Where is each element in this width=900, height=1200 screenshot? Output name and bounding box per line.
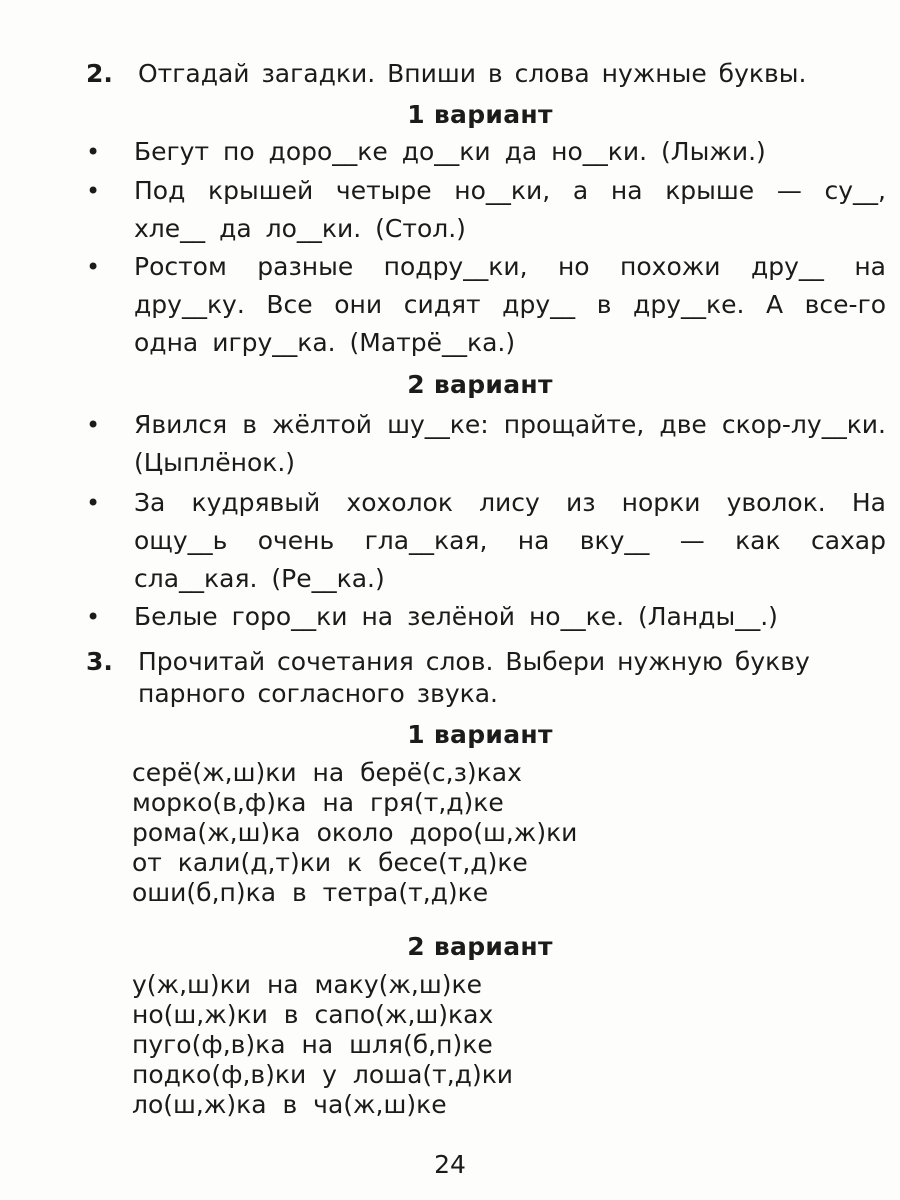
task-2-number: 2. — [86, 59, 113, 88]
bullet-icon: • — [86, 138, 101, 166]
bullet-icon: • — [86, 411, 101, 439]
word-combination: морко(в,ф)ка на гря(т,д)ке — [132, 788, 504, 817]
riddle-6 — [86, 598, 886, 636]
riddle-text: За кудрявый хохолок лису из норки уволок. На ощу__ь очень гла__кая, на вку__ — как сахар сла__кая. (Ре__ка.) — [134, 488, 886, 593]
word-combination: пуго(ф,в)ка на шля(б,п)ке — [132, 1030, 493, 1059]
bullet-icon: • — [86, 177, 101, 205]
word-combination: у(ж,ш)ки на маку(ж,ш)ке — [132, 970, 482, 999]
word-combination: подко(ф,в)ки у лоша(т,д)ки — [132, 1060, 514, 1089]
riddle-text: Белые горо__ки на зелёной но__ке. (Ланды__.) — [134, 602, 778, 631]
task-3-variant-2-list — [132, 970, 732, 1120]
word-combination: серё(ж,ш)ки на берё(с,з)ках — [132, 758, 522, 787]
word-combination: ло(ш,ж)ка в ча(ж,ш)ке — [132, 1090, 447, 1119]
page-number: 24 — [434, 1150, 466, 1179]
riddle-text: Бегут по доро__ке до__ки да но__ки. (Лыжи.) — [134, 137, 766, 166]
task-3-variant-2-title: 2 вариант — [407, 932, 553, 961]
task-3-number: 3. — [86, 647, 113, 676]
bullet-icon: • — [86, 489, 101, 517]
task-3-instruction: Прочитай сочетания слов. Выбери нужную букву парного согласного звука. — [138, 647, 810, 708]
word-combination: оши(б,п)ка в тетра(т,д)ке — [132, 878, 489, 907]
bullet-icon: • — [86, 253, 101, 281]
riddle-text: Явился в жёлтой шу__ке: прощайте, две скор-лу__ки. (Цыплёнок.) — [134, 410, 886, 477]
bullet-icon: • — [86, 603, 101, 631]
word-combination: от кали(д,т)ки к бесе(т,д)ке — [132, 848, 528, 877]
task-3-variant-1-title: 1 вариант — [407, 720, 553, 749]
riddle-4 — [86, 406, 886, 482]
task-2-instruction: Отгадай загадки. Впиши в слова нужные буквы. — [138, 59, 807, 88]
task-3-variant-1-list — [132, 758, 732, 908]
task-3-header — [86, 646, 886, 710]
riddle-5 — [86, 484, 886, 598]
task-2-variant-1-title: 1 вариант — [407, 100, 553, 129]
riddle-1 — [86, 133, 886, 171]
word-combination: рома(ж,ш)ка около доро(ш,ж)ки — [132, 818, 578, 847]
riddle-2 — [86, 172, 886, 248]
riddle-text: Под крышей четыре но__ки, а на крыше — су__, хле__ да ло__ки. (Стол.) — [134, 176, 886, 243]
riddle-text: Ростом разные подру__ки, но похожи дру__ на дру__ку. Все они сидят дру__ в дру__ке. А все-го одна игру__ка. (Матрё__ка.) — [134, 252, 886, 357]
task-2-header — [86, 58, 886, 90]
word-combination: но(ш,ж)ки в сапо(ж,ш)ках — [132, 1000, 494, 1029]
riddle-3 — [86, 248, 886, 362]
task-2-variant-2-title: 2 вариант — [407, 370, 553, 399]
